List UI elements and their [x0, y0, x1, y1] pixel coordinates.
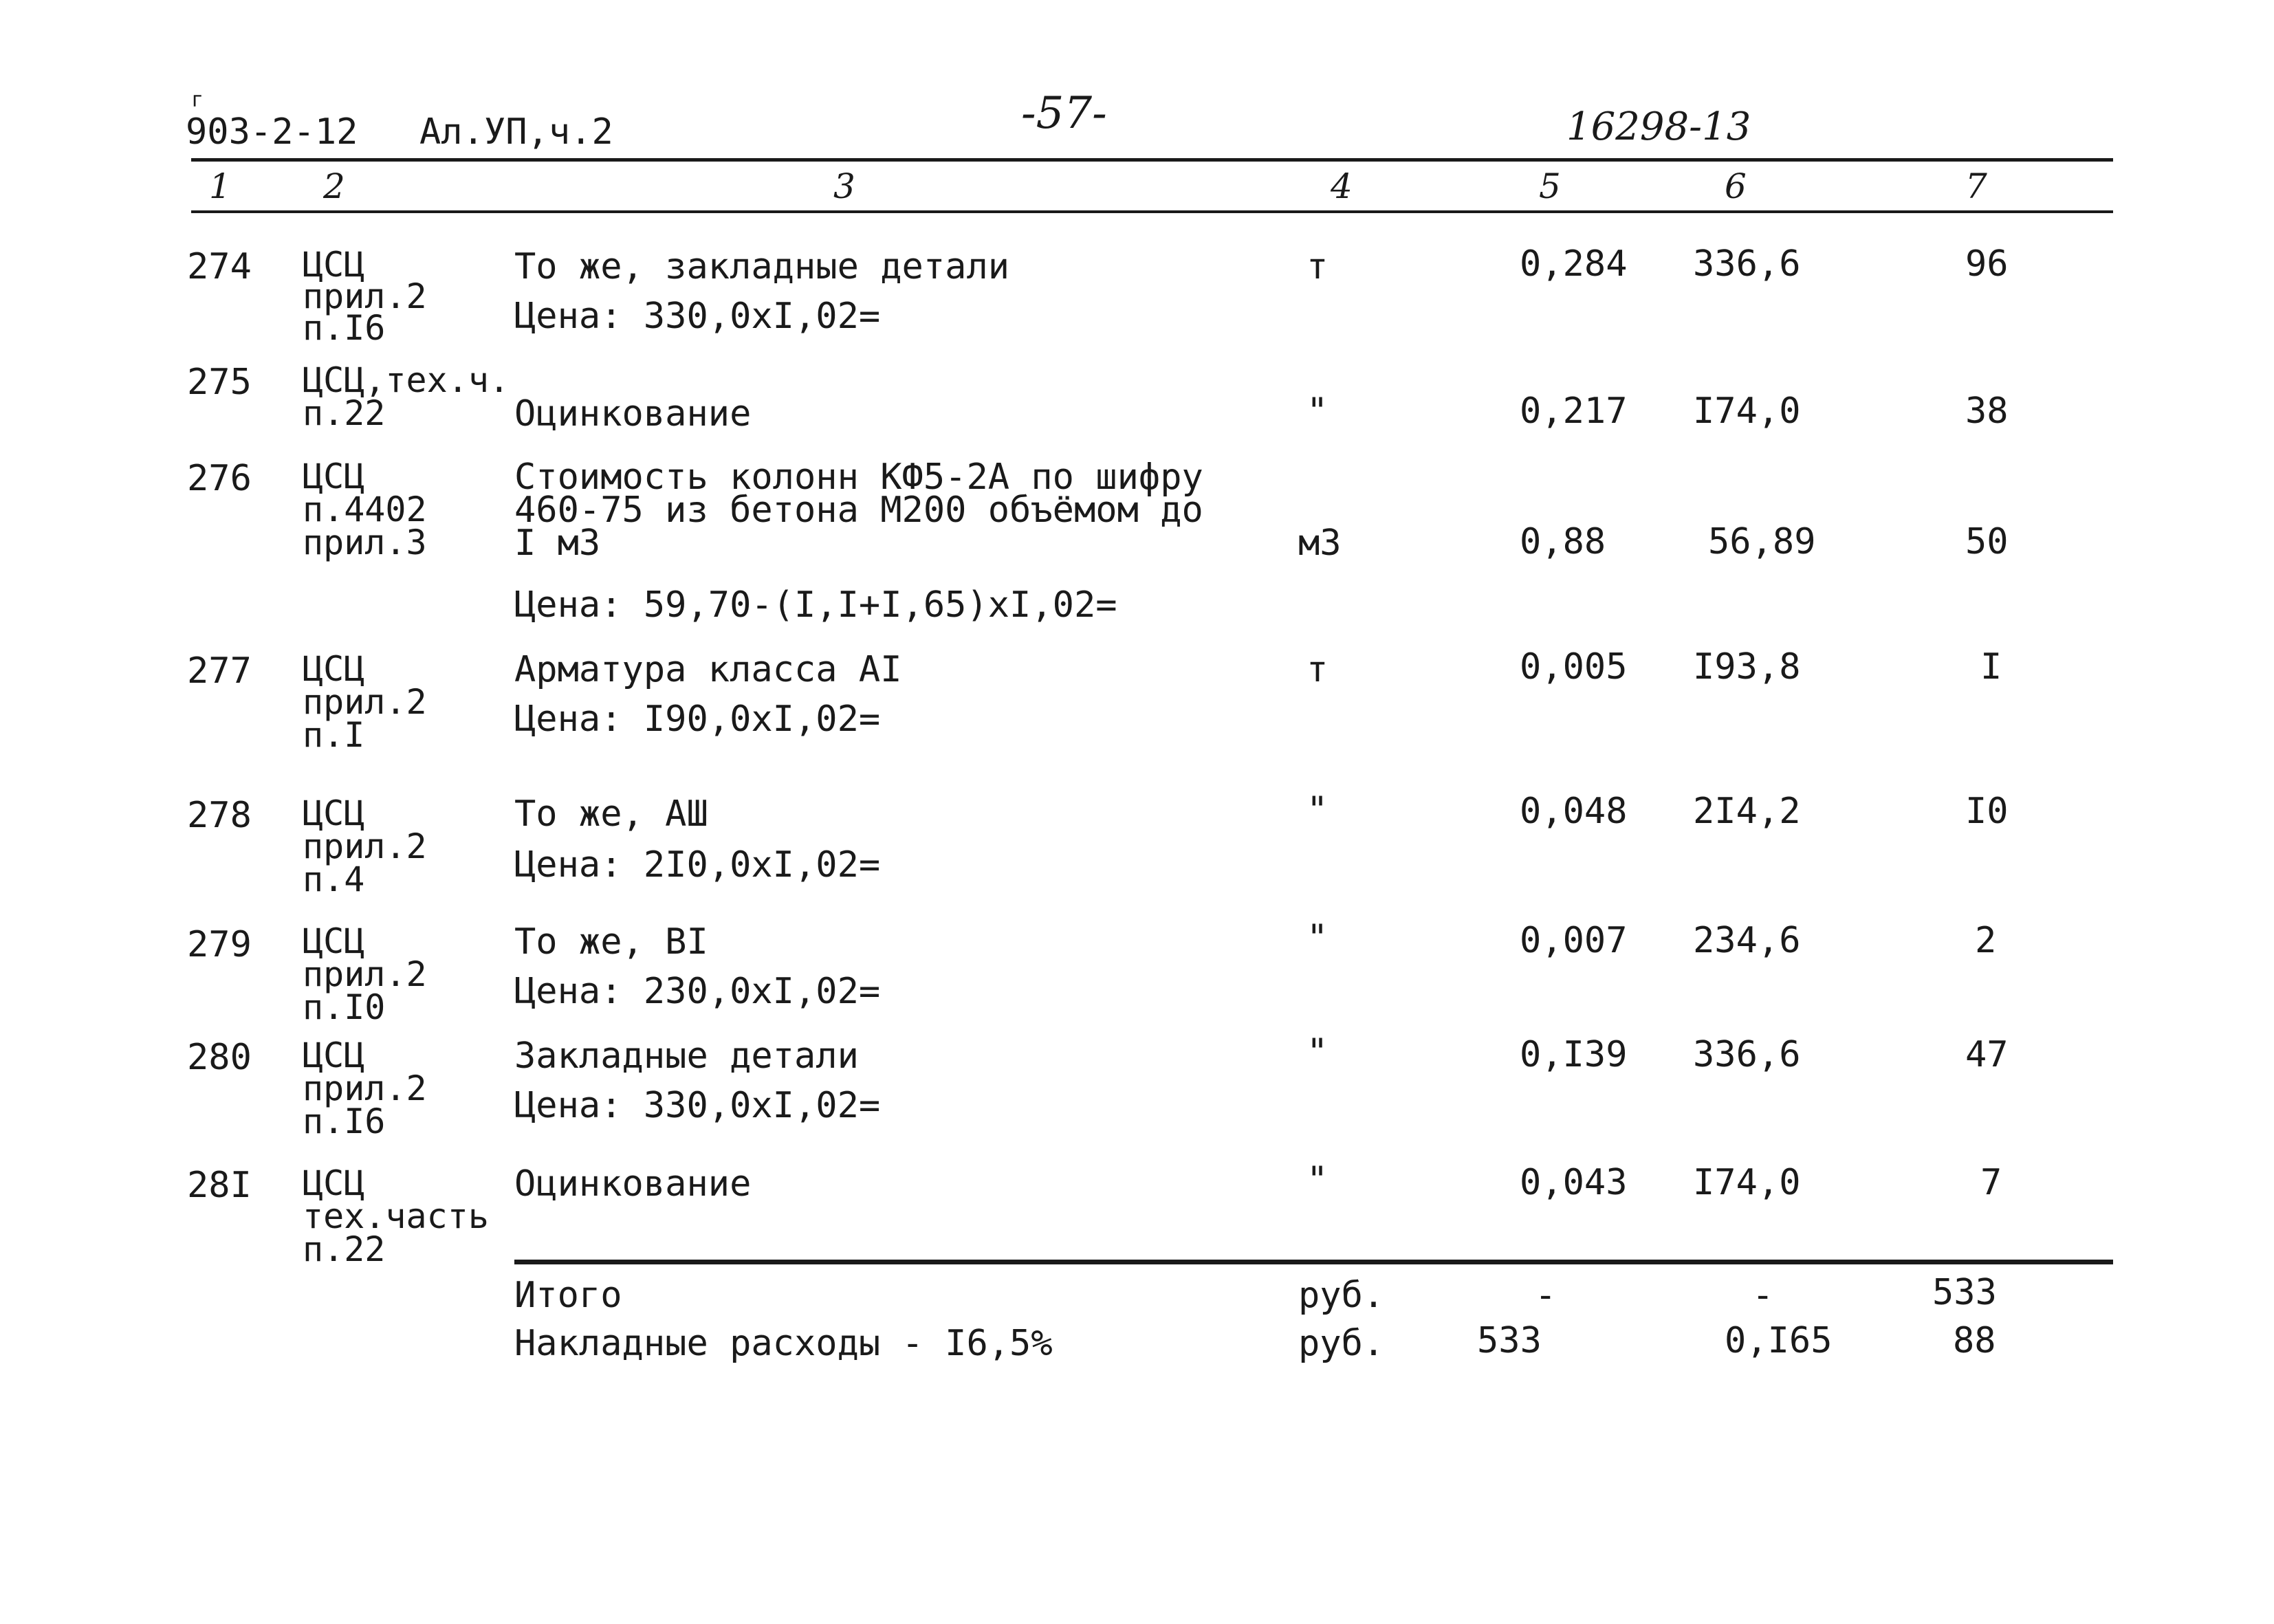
col-header-3: 3 [833, 166, 855, 206]
description-line: Стоимость колонн КФ5-2А по шифру [514, 457, 1203, 498]
row-number: 279 [187, 924, 252, 965]
price-formula: Цена: 59,70-(I,I+I,65)хI,02= [514, 584, 1117, 626]
description-line: Закладные детали [514, 1035, 859, 1077]
unit: " [1307, 917, 1329, 958]
code-line: ЦСЦ [303, 1163, 365, 1203]
code-line: прил.2 [303, 276, 427, 316]
description-line: Оцинкование [514, 1163, 752, 1205]
row-number: 275 [187, 362, 252, 403]
description-line: 460-75 из бетона М200 объёмом до [514, 490, 1203, 531]
code-line: ЦСЦ [303, 793, 365, 833]
code-line: п.I6 [303, 308, 386, 348]
total-cost: 7 [1980, 1162, 2002, 1203]
code-line: п.22 [303, 1229, 386, 1269]
total-cost: 2 [1975, 920, 1997, 961]
unit: " [1307, 1159, 1329, 1200]
header-bottom-rule [191, 210, 2113, 213]
code-line: ЦСЦ [303, 649, 365, 689]
code-line: ЦСЦ [303, 921, 365, 961]
code-line: п.4402 [303, 490, 427, 529]
total-cost: 38 [1965, 391, 2009, 432]
description-line: Оцинкование [514, 393, 752, 435]
code-line: п.I6 [303, 1101, 386, 1141]
row-number: 28I [187, 1165, 252, 1206]
quantity: 0,I39 [1520, 1034, 1628, 1075]
code-line: прил.2 [303, 826, 427, 866]
quantity: 0,88 [1520, 521, 1606, 562]
summary-quantity: - [1535, 1275, 1557, 1316]
corner-mark: г [191, 88, 204, 112]
quantity: 0,005 [1520, 646, 1628, 688]
summary-quantity: 533 [1477, 1320, 1542, 1361]
code-line: прил.2 [303, 954, 427, 994]
unit: т [1307, 649, 1329, 690]
row-number: 277 [187, 650, 252, 692]
col-header-2: 2 [323, 166, 345, 206]
code-line: прил.3 [303, 523, 427, 562]
unit-price: 2I4,2 [1693, 791, 1801, 832]
series-code: 903-2-12 [186, 111, 358, 153]
row-number: 278 [187, 795, 252, 836]
description-line: То же, закладные детали [514, 246, 1010, 287]
col-header-7: 7 [1965, 166, 1987, 206]
code-line: ЦСЦ [303, 245, 365, 285]
row-number: 276 [187, 458, 252, 499]
unit-price: 234,6 [1693, 920, 1801, 961]
price-formula: Цена: 2I0,0хI,02= [514, 844, 881, 886]
code-line: прил.2 [303, 1068, 427, 1108]
quantity: 0,284 [1520, 243, 1628, 285]
unit: " [1307, 391, 1329, 432]
price-formula: Цена: 330,0хI,02= [514, 296, 881, 337]
album-code: Ал.УП,ч.2 [419, 111, 613, 153]
description-line: I м3 [514, 523, 601, 564]
document-number: 16298-13 [1566, 105, 1751, 149]
col-header-6: 6 [1725, 166, 1747, 206]
code-line: п.I0 [303, 987, 386, 1027]
summary-price: 0,I65 [1725, 1320, 1833, 1361]
unit: " [1307, 1031, 1329, 1073]
quantity: 0,043 [1520, 1162, 1628, 1203]
unit: " [1307, 789, 1329, 831]
quantity: 0,217 [1520, 391, 1628, 432]
total-cost: 96 [1965, 243, 2009, 285]
quantity: 0,007 [1520, 920, 1628, 961]
unit-price: I93,8 [1693, 646, 1801, 688]
unit-price: I74,0 [1693, 391, 1801, 432]
unit: м3 [1298, 523, 1342, 564]
description-line: То же, АШ [514, 793, 708, 835]
code-line: п.4 [303, 859, 365, 899]
summary-unit: руб. [1298, 1323, 1385, 1364]
code-line: ЦСЦ,тех.ч. [303, 360, 510, 400]
summary-rule [514, 1260, 2113, 1264]
col-header-1: 1 [209, 166, 231, 206]
unit-price: 336,6 [1693, 1034, 1801, 1075]
unit-price: 336,6 [1693, 243, 1801, 285]
total-cost: 50 [1965, 521, 2009, 562]
col-header-4: 4 [1331, 166, 1353, 206]
summary-total: 88 [1953, 1320, 1996, 1361]
total-cost: 47 [1965, 1034, 2009, 1075]
price-formula: Цена: 230,0хI,02= [514, 971, 881, 1012]
row-number: 280 [187, 1037, 252, 1078]
unit-price: I74,0 [1693, 1162, 1801, 1203]
page-number: -57- [1021, 88, 1107, 139]
unit-price: 56,89 [1708, 521, 1816, 562]
total-cost: I0 [1965, 791, 2009, 832]
header-top-rule [191, 158, 2113, 162]
col-header-5: 5 [1539, 166, 1561, 206]
total-cost: I [1980, 646, 2002, 688]
code-line: п.22 [303, 393, 386, 433]
row-number: 274 [187, 246, 252, 287]
description-line: Арматура класса АI [514, 649, 902, 690]
summary-unit: руб. [1298, 1275, 1385, 1316]
price-formula: Цена: 330,0хI,02= [514, 1085, 881, 1126]
quantity: 0,048 [1520, 791, 1628, 832]
code-line: ЦСЦ [303, 457, 365, 496]
description-line: То же, ВI [514, 921, 708, 963]
code-line: тех.часть [303, 1196, 489, 1236]
summary-label: Итого [514, 1275, 622, 1316]
price-formula: Цена: I90,0хI,02= [514, 699, 881, 740]
code-line: п.I [303, 715, 365, 755]
summary-total: 533 [1932, 1272, 1997, 1313]
summary-price: - [1752, 1275, 1774, 1316]
code-line: ЦСЦ [303, 1035, 365, 1075]
unit: т [1307, 246, 1329, 287]
code-line: прил.2 [303, 682, 427, 722]
summary-label: Накладные расходы - I6,5% [514, 1323, 1053, 1364]
